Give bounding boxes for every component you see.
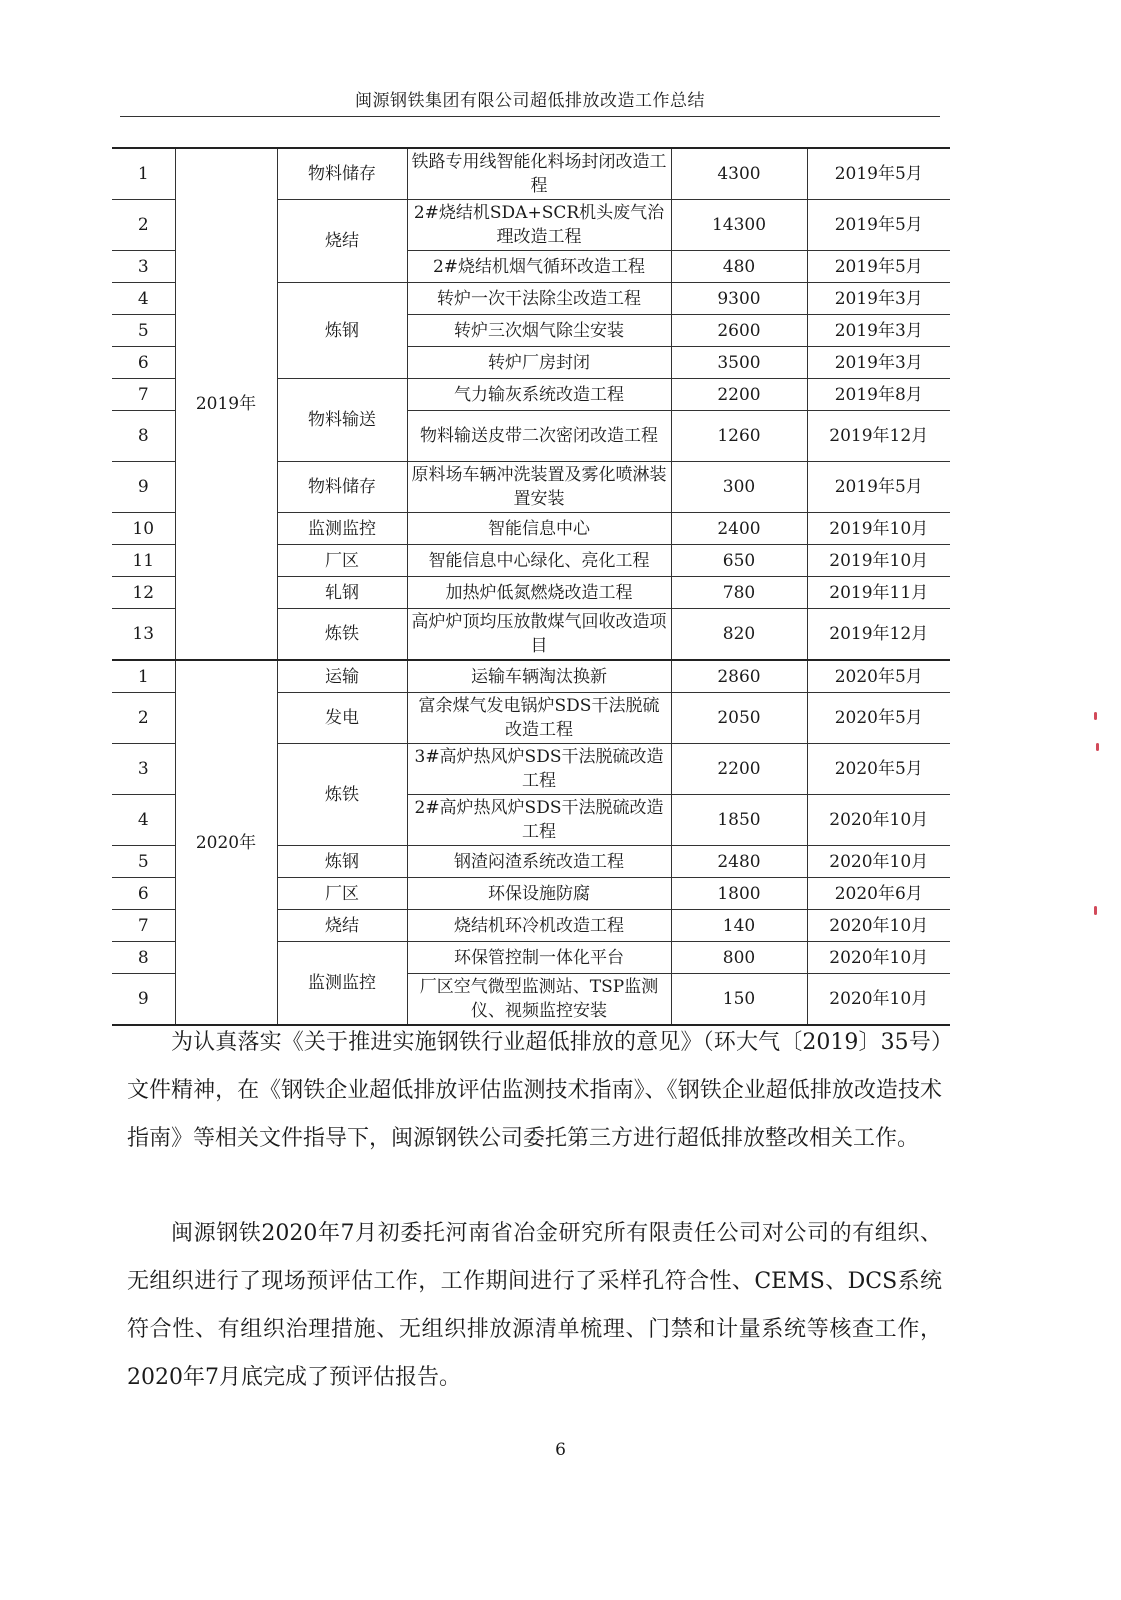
col-project: 富余煤气发电锅炉SDS干法脱硫改造工程 [407, 693, 671, 744]
col-category: 物料输送 [277, 379, 407, 462]
col-date: 2020年10月 [807, 974, 950, 1026]
col-project: 烧结机环冷机改造工程 [407, 910, 671, 942]
col-amount: 9300 [671, 283, 807, 315]
col-date: 2019年12月 [807, 609, 950, 661]
col-amount: 1800 [671, 878, 807, 910]
col-project: 气力输灰系统改造工程 [407, 379, 671, 411]
col-category: 炼钢 [277, 283, 407, 379]
col-amount: 2200 [671, 744, 807, 795]
col-date: 2019年5月 [807, 462, 950, 513]
col-no: 2 [112, 200, 175, 251]
col-date: 2019年3月 [807, 283, 950, 315]
paragraph-2: 闽源钢铁2020年7月初委托河南省冶金研究所有限责任公司对公司的有组织、无组织进行了现场预评估工作，工作期间进行了采样孔符合性、CEMS、DCS系统符合性、有组织治理措施、无组织排放源清单梳理、门禁和计量系统等核查工作，2020年7月底完成了预评估报告。 [127, 1221, 942, 1390]
col-amount: 300 [671, 462, 807, 513]
col-amount: 14300 [671, 200, 807, 251]
col-project: 智能信息中心绿化、亮化工程 [407, 545, 671, 577]
margin-mark [1094, 906, 1097, 915]
col-date: 2019年5月 [807, 251, 950, 283]
col-date: 2019年10月 [807, 513, 950, 545]
col-date: 2019年5月 [807, 200, 950, 251]
col-amount: 1260 [671, 411, 807, 462]
col-project: 转炉厂房封闭 [407, 347, 671, 379]
col-no: 5 [112, 846, 175, 878]
col-project: 转炉一次干法除尘改造工程 [407, 283, 671, 315]
table-row [112, 148, 950, 200]
col-date: 2020年5月 [807, 744, 950, 795]
col-amount: 2600 [671, 315, 807, 347]
col-no: 6 [112, 878, 175, 910]
col-no: 12 [112, 577, 175, 609]
col-no: 9 [112, 462, 175, 513]
margin-mark [1094, 712, 1097, 720]
col-project: 厂区空气微型监测站、TSP监测仪、视频监控安装 [407, 974, 671, 1026]
col-category: 监测监控 [277, 942, 407, 1026]
col-category: 炼钢 [277, 846, 407, 878]
col-project: 原料场车辆冲洗装置及雾化喷淋装置安装 [407, 462, 671, 513]
col-amount: 650 [671, 545, 807, 577]
col-date: 2019年5月 [807, 148, 950, 200]
col-no: 11 [112, 545, 175, 577]
col-category: 发电 [277, 693, 407, 744]
col-category: 监测监控 [277, 513, 407, 545]
col-year: 2020年 [175, 660, 277, 1025]
header-rule [120, 116, 940, 117]
col-category: 炼铁 [277, 744, 407, 846]
col-date: 2019年3月 [807, 315, 950, 347]
projects-table [112, 147, 950, 1026]
col-amount: 150 [671, 974, 807, 1026]
col-no: 10 [112, 513, 175, 545]
col-date: 2019年10月 [807, 545, 950, 577]
col-amount: 140 [671, 910, 807, 942]
col-date: 2020年10月 [807, 942, 950, 974]
col-project: 2#烧结机SDA+SCR机头废气治理改造工程 [407, 200, 671, 251]
col-no: 1 [112, 660, 175, 693]
col-project: 2#高炉热风炉SDS干法脱硫改造工程 [407, 795, 671, 846]
col-no: 7 [112, 379, 175, 411]
col-amount: 2200 [671, 379, 807, 411]
col-no: 8 [112, 942, 175, 974]
col-amount: 4300 [671, 148, 807, 200]
col-category: 烧结 [277, 910, 407, 942]
col-date: 2019年8月 [807, 379, 950, 411]
col-amount: 820 [671, 609, 807, 661]
col-category: 厂区 [277, 545, 407, 577]
col-category: 厂区 [277, 878, 407, 910]
col-project: 钢渣闷渣系统改造工程 [407, 846, 671, 878]
col-amount: 480 [671, 251, 807, 283]
col-date: 2020年5月 [807, 693, 950, 744]
paragraph-1: 为认真落实《关于推进实施钢铁行业超低排放的意见》（环大气〔2019〕35号）文件精神，在《钢铁企业超低排放评估监测技术指南》、《钢铁企业超低排放改造技术指南》等相关文件指导下，闽源钢铁公司委托第三方进行超低排放整改相关工作。 [127, 1030, 942, 1151]
col-category: 运输 [277, 660, 407, 693]
col-category: 轧钢 [277, 577, 407, 609]
col-amount: 1850 [671, 795, 807, 846]
col-category: 烧结 [277, 200, 407, 283]
col-no: 7 [112, 910, 175, 942]
col-project: 转炉三次烟气除尘安装 [407, 315, 671, 347]
col-project: 智能信息中心 [407, 513, 671, 545]
col-no: 4 [112, 283, 175, 315]
table-row [112, 660, 950, 693]
col-amount: 2860 [671, 660, 807, 693]
col-project: 加热炉低氮燃烧改造工程 [407, 577, 671, 609]
col-date: 2019年12月 [807, 411, 950, 462]
col-project: 环保设施防腐 [407, 878, 671, 910]
col-year: 2019年 [175, 148, 277, 660]
col-project: 环保管控制一体化平台 [407, 942, 671, 974]
col-project: 2#烧结机烟气循环改造工程 [407, 251, 671, 283]
margin-mark [1096, 743, 1099, 751]
col-amount: 2050 [671, 693, 807, 744]
col-no: 4 [112, 795, 175, 846]
col-no: 3 [112, 251, 175, 283]
col-category: 炼铁 [277, 609, 407, 661]
col-category: 物料储存 [277, 462, 407, 513]
col-date: 2020年10月 [807, 910, 950, 942]
col-no: 8 [112, 411, 175, 462]
col-project: 高炉炉顶均压放散煤气回收改造项目 [407, 609, 671, 661]
col-date: 2020年5月 [807, 660, 950, 693]
col-category: 物料储存 [277, 148, 407, 200]
col-date: 2019年3月 [807, 347, 950, 379]
col-project: 物料输送皮带二次密闭改造工程 [407, 411, 671, 462]
col-amount: 800 [671, 942, 807, 974]
col-project: 运输车辆淘汰换新 [407, 660, 671, 693]
col-amount: 780 [671, 577, 807, 609]
col-amount: 2480 [671, 846, 807, 878]
page-number: 6 [555, 1440, 566, 1460]
col-date: 2020年10月 [807, 795, 950, 846]
col-project: 3#高炉热风炉SDS干法脱硫改造工程 [407, 744, 671, 795]
col-no: 6 [112, 347, 175, 379]
col-date: 2020年6月 [807, 878, 950, 910]
col-date: 2020年10月 [807, 846, 950, 878]
page-header-title: 闽源钢铁集团有限公司超低排放改造工作总结 [355, 91, 705, 111]
col-no: 9 [112, 974, 175, 1026]
col-no: 3 [112, 744, 175, 795]
col-no: 1 [112, 148, 175, 200]
projects-table-body [112, 148, 950, 1025]
col-no: 5 [112, 315, 175, 347]
col-project: 铁路专用线智能化料场封闭改造工程 [407, 148, 671, 200]
col-amount: 2400 [671, 513, 807, 545]
col-date: 2019年11月 [807, 577, 950, 609]
col-no: 2 [112, 693, 175, 744]
col-amount: 3500 [671, 347, 807, 379]
col-no: 13 [112, 609, 175, 661]
